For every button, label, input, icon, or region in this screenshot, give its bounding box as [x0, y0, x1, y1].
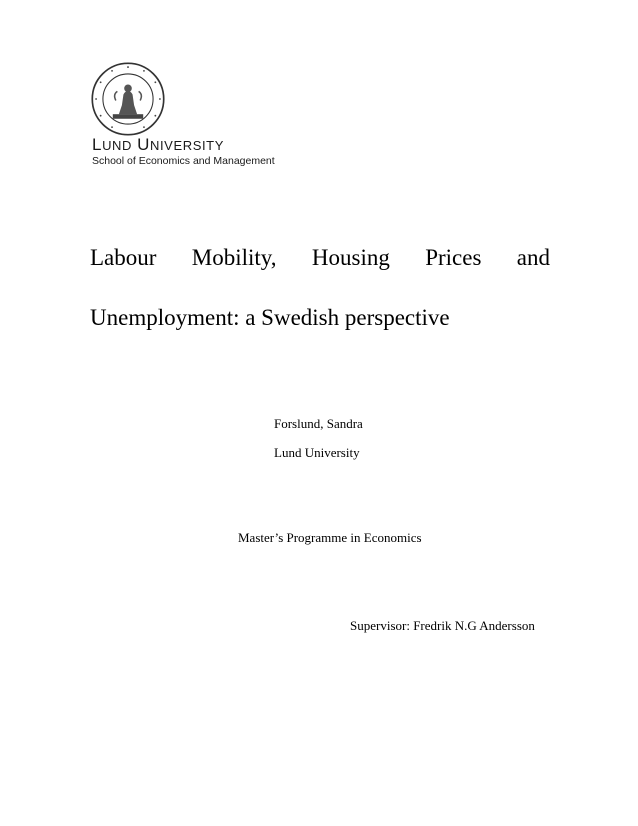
supervisor-line: Supervisor: Fredrik N.G Andersson: [350, 618, 535, 633]
school-name: School of Economics and Management: [92, 155, 275, 167]
author-affiliation: Lund University: [274, 445, 360, 460]
name-part1-rest: UND: [102, 138, 133, 153]
name-part1-cap: L: [92, 135, 103, 154]
thesis-title-line-1: [90, 243, 550, 273]
university-seal-icon: [90, 61, 166, 137]
title-word: Labour: [90, 245, 157, 270]
university-name: [92, 135, 224, 155]
title-word: Prices: [425, 245, 482, 270]
title-word: and: [516, 245, 550, 270]
title-word: Mobility,: [191, 245, 277, 270]
author-name: Forslund, Sandra: [274, 416, 363, 431]
title-word: Housing: [311, 245, 390, 270]
name-part2-rest: NIVERSITY: [149, 138, 224, 153]
name-part2-cap: U: [137, 135, 150, 154]
thesis-title-line-2: Unemployment: a Swedish perspective: [90, 305, 450, 330]
programme-name: Master’s Programme in Economics: [238, 530, 422, 545]
